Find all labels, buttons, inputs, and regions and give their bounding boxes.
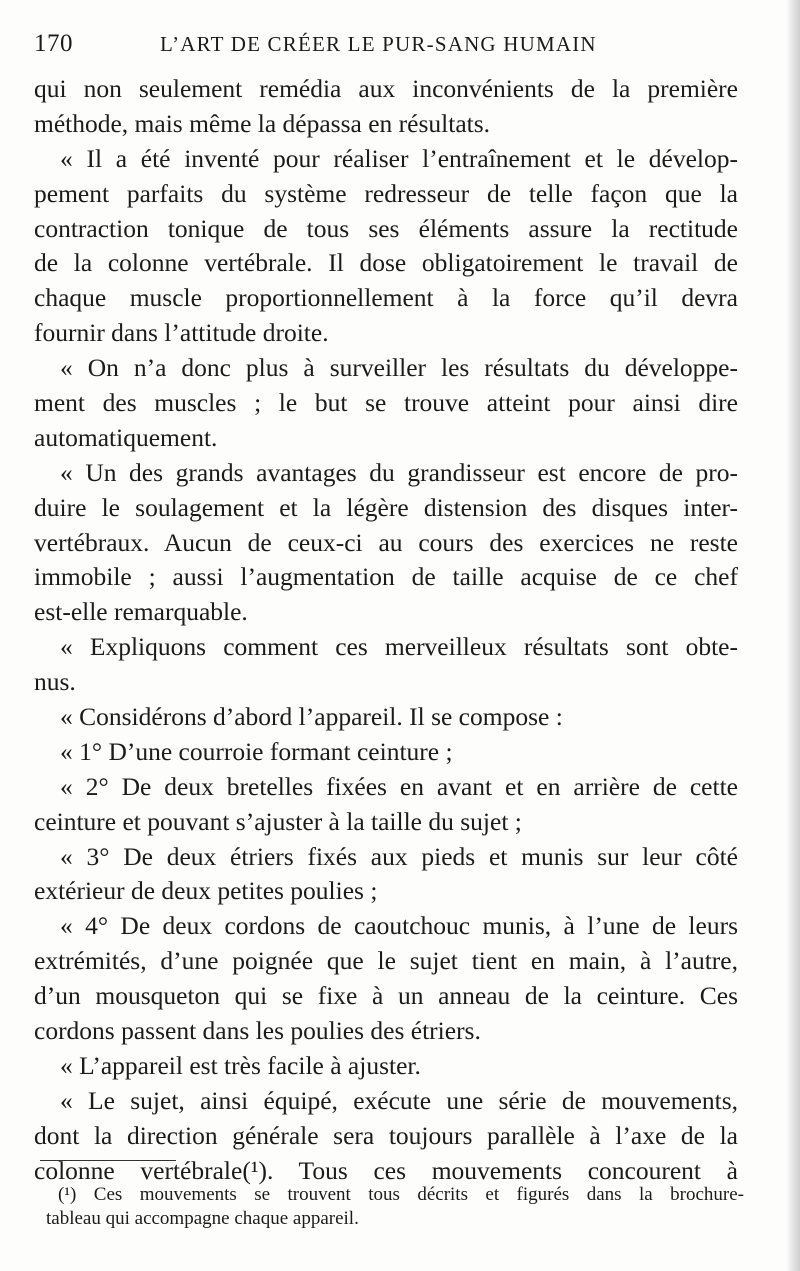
text-line: « Un des grands avantages du grandisseur est encore de pro- <box>60 457 738 487</box>
text-line: chaque muscle proportionnellement à la force qu’il devra <box>34 283 738 313</box>
page-header <box>34 30 734 64</box>
text-line: vertébraux. Aucun de ceux-ci au cours des exercices ne reste <box>34 527 738 557</box>
text-line: contraction tonique de tous ses éléments assure la rectitude <box>34 213 738 243</box>
text-line: nus. <box>34 667 76 697</box>
footnote <box>46 1183 744 1231</box>
text-line: méthode, mais même la dépassa en résultats. <box>34 108 491 138</box>
text-line: duire le soulagement et la légère distension des disques inter- <box>34 492 738 522</box>
text-line: fournir dans l’attitude droite. <box>34 318 329 348</box>
body-text <box>34 72 738 1189</box>
text-line: colonne vertébrale(¹). Tous ces mouvements concourent à <box>34 1155 738 1185</box>
text-line: automatiquement. <box>34 422 218 452</box>
text-line: qui non seulement remédia aux inconvénients de la première <box>34 74 738 103</box>
text-line: pement parfaits du système redresseur de telle façon que la <box>34 178 738 208</box>
text-line: de la colonne vertébrale. Il dose obligatoirement le travail de <box>34 248 738 278</box>
footnote-line: (¹) Ces mouvements se trouvent tous décrits et figurés dans la brochure- <box>58 1184 744 1205</box>
text-line: immobile ; aussi l’augmentation de taille acquise de ce chef <box>34 562 738 592</box>
text-line: « 4° De deux cordons de caoutchouc munis, à l’une de leurs <box>60 911 738 941</box>
text-line: extrémités, d’une poignée que le sujet tient en main, à l’autre, <box>34 946 738 976</box>
text-line: ment des muscles ; le but se trouve atteint pour ainsi dire <box>34 388 738 418</box>
text-line: « L’appareil est très facile à ajuster. <box>60 1050 421 1080</box>
page-edge-shadow <box>786 0 800 1271</box>
text-line: ceinture et pouvant s’ajuster à la taille du sujet ; <box>34 806 522 836</box>
footnote-rule <box>40 1160 176 1161</box>
text-line: d’un mousqueton qui se fixe à un anneau de la ceinture. Ces <box>34 981 738 1011</box>
page-number: 170 <box>34 30 73 57</box>
text-line: « 1° D’une courroie formant ceinture ; <box>60 736 453 766</box>
text-line: « Expliquons comment ces merveilleux résultats sont obte- <box>60 632 738 662</box>
text-line: est-elle remarquable. <box>34 597 248 627</box>
text-line: dont la direction générale sera toujours parallèle à l’axe de la <box>34 1120 738 1150</box>
text-line: « 3° De deux étriers fixés aux pieds et munis sur leur côté <box>60 841 738 871</box>
text-line: cordons passent dans les poulies des étriers. <box>34 1016 481 1046</box>
text-line: « Considérons d’abord l’appareil. Il se compose : <box>60 702 563 732</box>
running-title: L’ART DE CRÉER LE PUR-SANG HUMAIN <box>160 32 597 56</box>
text-line: « Le sujet, ainsi équipé, exécute une série de mouvements, <box>60 1085 738 1115</box>
text-line: « 2° De deux bretelles fixées en avant et en arrière de cette <box>60 771 738 801</box>
footnote-line: tableau qui accompagne chaque appareil. <box>46 1208 359 1229</box>
text-line: « On n’a donc plus à surveiller les résultats du développe- <box>60 353 738 383</box>
text-line: « Il a été inventé pour réaliser l’entraînement et le dévelop- <box>60 143 738 173</box>
text-line: extérieur de deux petites poulies ; <box>34 876 378 906</box>
